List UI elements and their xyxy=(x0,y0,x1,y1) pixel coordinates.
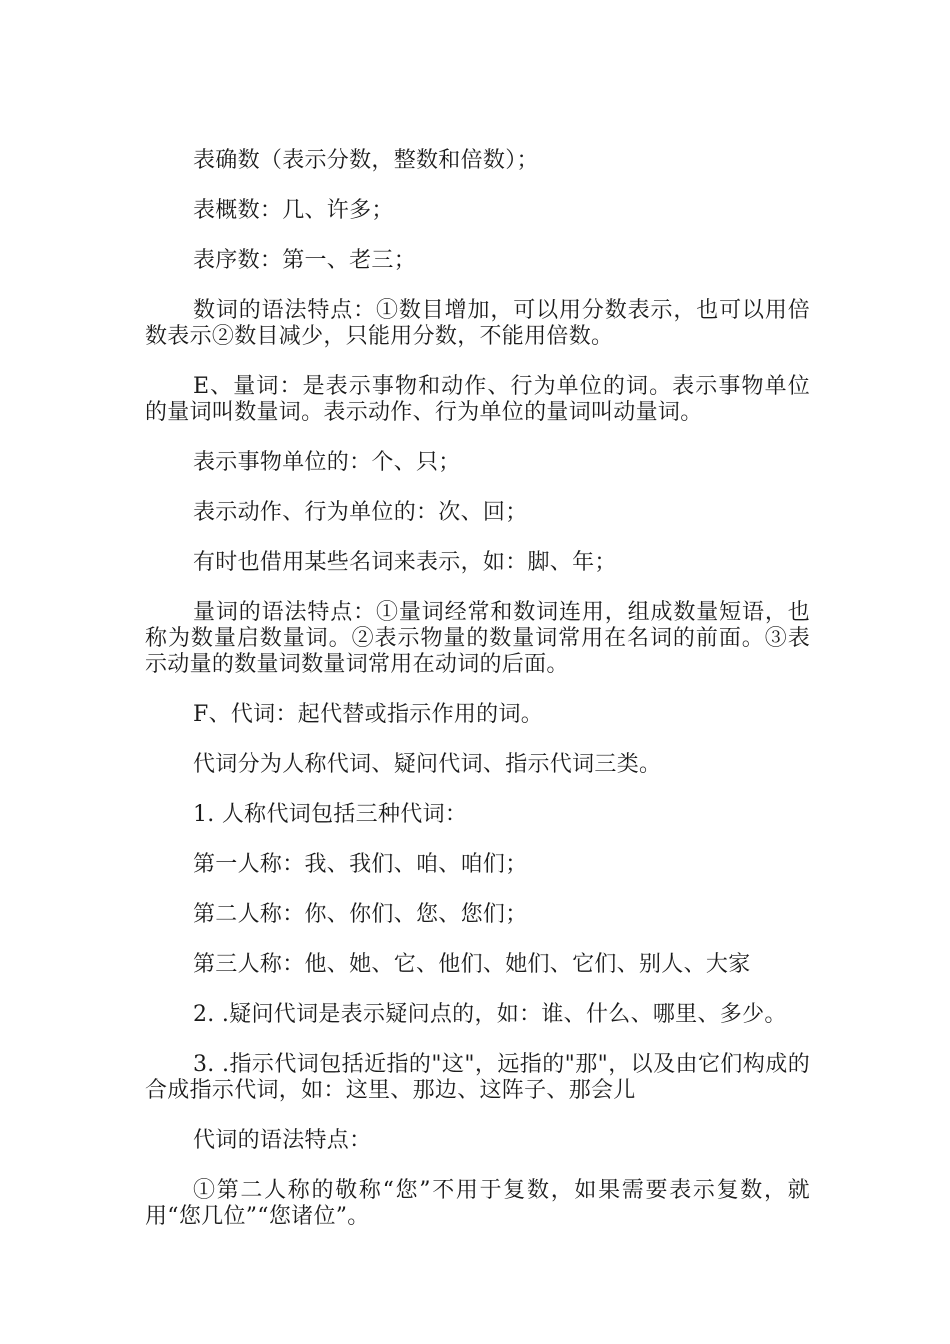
paragraph-object-units: 表示事物单位的：个、只； xyxy=(193,450,461,475)
paragraph-interrogative-pronouns: 2. .疑问代词是表示疑问点的，如：谁、什么、哪里、多少。 xyxy=(193,1002,787,1027)
paragraph-action-units: 表示动作、行为单位的：次、回； xyxy=(193,500,528,525)
document-body xyxy=(145,148,810,1254)
paragraph-measure-word-grammar: 量词的语法特点：①量词经常和数词连用，组成数量短语，也称为数量启数量词。②表示物量的数量词常用在名词的前面。③表示动量的数量词数量词常用在动词的后面。 xyxy=(145,600,810,677)
paragraph-approximate-numbers: 表概数：几、许多； xyxy=(193,198,394,223)
paragraph-demonstrative-pronouns: 3. .指示代词包括近指的"这"，远指的"那"，以及由它们构成的合成指示代词，如：这里、那边、这阵子、那会儿 xyxy=(145,1052,810,1103)
paragraph-ordinal-numbers: 表序数：第一、老三； xyxy=(193,248,417,273)
paragraph-first-person: 第一人称：我、我们、咱、咱们； xyxy=(193,852,528,877)
paragraph-pronoun-categories: 代词分为人称代词、疑问代词、指示代词三类。 xyxy=(193,752,662,777)
paragraph-second-person: 第二人称：你、你们、您、您们； xyxy=(193,902,528,927)
paragraph-definite-numbers: 表确数（表示分数，整数和倍数）； xyxy=(193,148,539,173)
paragraph-numeral-grammar: 数词的语法特点：①数目增加，可以用分数表示，也可以用倍数表示②数目减少，只能用分数，不能用倍数。 xyxy=(145,298,810,349)
paragraph-honorific-you: ①第二人称的敬称“您”不用于复数，如果需要表示复数，就用“您几位”“您诸位”。 xyxy=(145,1178,810,1229)
paragraph-personal-pronouns: 1. 人称代词包括三种代词： xyxy=(193,802,468,827)
paragraph-third-person: 第三人称：他、她、它、他们、她们、它们、别人、大家 xyxy=(193,952,751,977)
paragraph-borrowed-nouns: 有时也借用某些名词来表示，如：脚、年； xyxy=(193,550,617,575)
paragraph-measure-word-definition: E、量词：是表示事物和动作、行为单位的词。表示事物单位的量词叫数量词。表示动作、行为单位的量词叫动量词。 xyxy=(145,374,810,425)
paragraph-pronoun-grammar: 代词的语法特点： xyxy=(193,1128,372,1153)
paragraph-pronoun-definition: F、代词：起代替或指示作用的词。 xyxy=(193,702,544,727)
